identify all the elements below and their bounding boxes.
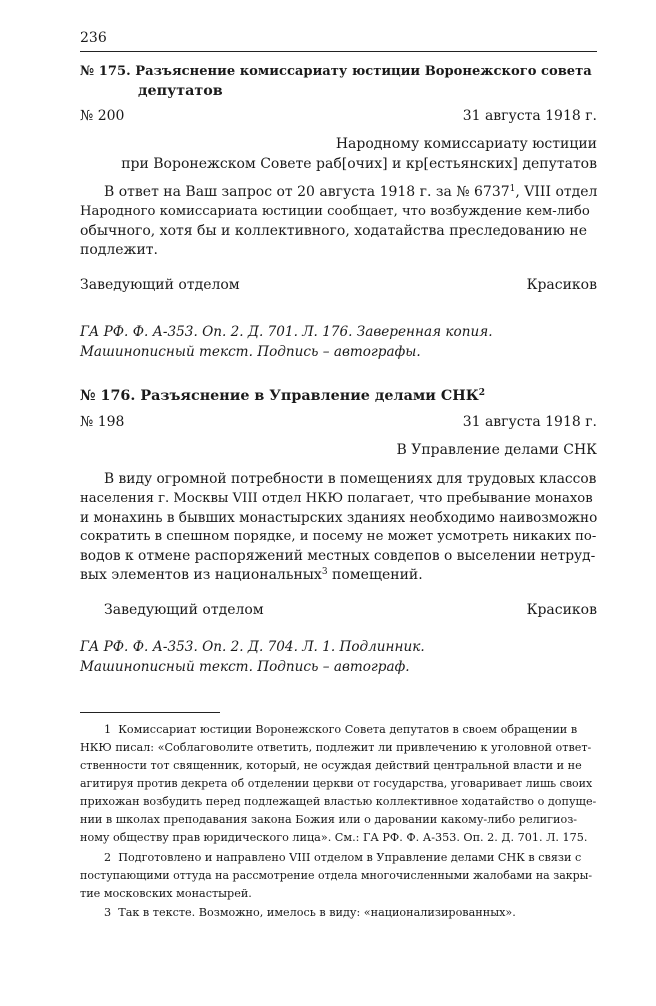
doc175-number: № 200	[80, 108, 125, 124]
doc176-title: № 176. Разъяснение в Управление делами СНК$^2$	[80, 388, 486, 404]
doc175-source-line2: Машинописный текст. Подпись – автографы.	[80, 344, 421, 360]
doc176-body-line2: населения г. Москвы VIII отдел НКЮ полагает, что пребывание монахов	[80, 491, 593, 506]
doc175-title-line1: № 175. Разъяснение комиссариату юстиции Воронежского совета	[80, 64, 592, 79]
footnote-1-line4: агитируя против декрета об отделении церкви от государства, уговаривает лишь своих	[80, 777, 593, 790]
footnote-1-line5: прихожан возбудить перед подлежащей властью коллективное ходатайство о допуще-	[80, 795, 597, 808]
doc176-body-line3: и монахинь в бывших монастырских зданиях необходимо наивозможно	[80, 510, 598, 526]
footnote-ref-1: 1	[509, 184, 516, 194]
footnote-rule	[80, 712, 220, 713]
footnote-2-mark: 2	[104, 851, 112, 864]
doc175-title-line2: депутатов	[138, 83, 223, 99]
page-number: 236	[80, 30, 107, 46]
footnote-3-mark: 3	[104, 906, 112, 919]
doc176-source-line2: Машинописный текст. Подпись – автограф.	[80, 659, 410, 675]
doc175-addressee-line1: Народному комиссариату юстиции	[335, 136, 597, 152]
doc176-body-line6: вых элементов из национальных$^3$ помещений.	[80, 567, 423, 583]
doc175-body-line4: подлежит.	[80, 242, 158, 258]
footnote-1-line3: ственности тот священник, который, не осуждая действий центральной власти и не	[80, 759, 582, 772]
doc176-addressee: В Управление делами СНК	[396, 442, 597, 458]
doc175-source-line1: ГА РФ. Ф. А-353. Оп. 2. Д. 701. Л. 176. Заверенная копия.	[80, 324, 493, 340]
doc175-body-line3: обычного, хотя бы и коллективного, ходатайства преследованию не	[80, 223, 587, 239]
doc176-source-line1: ГА РФ. Ф. А-353. Оп. 2. Д. 704. Л. 1. Подлинник.	[80, 639, 425, 655]
doc175-body-line2: Народного комиссариата юстиции сообщает, что возбуждение кем-либо	[80, 204, 590, 219]
doc175-signature-name: Красиков	[526, 277, 597, 293]
footnote-3-line1: 3 Так в тексте. Возможно, имелось в виду: «национализированных».	[104, 906, 516, 919]
doc176-signature-role: Заведующий отделом	[104, 602, 264, 618]
footnote-ref-2: 2	[478, 388, 486, 398]
doc175-body-line1: В ответ на Ваш запрос от 20 августа 1918 г. за № 6737$^1$, VIII отдел	[104, 184, 598, 200]
footnote-2-line3: тие московских монастырей.	[80, 887, 252, 900]
footnote-1-line2: НКЮ писал: «Соблаговолите ответить, подлежит ли привлечению к уголовной ответ-	[80, 741, 592, 754]
footnote-1-line6: нии в школах преподавания закона Божия или о даровании какому-либо религиоз-	[80, 813, 578, 826]
header-rule	[80, 51, 597, 52]
footnote-2-line1: 2 Подготовлено и направлено VIII отделом в Управление делами СНК в связи с	[104, 851, 582, 864]
doc176-date: 31 августа 1918 г.	[462, 414, 597, 430]
doc175-date: 31 августа 1918 г.	[462, 108, 597, 124]
doc175-addressee-line2: при Воронежском Совете раб[очих] и кр[естьянских] депутатов	[121, 156, 597, 172]
footnote-1-line1: 1 Комиссариат юстиции Воронежского Совета депутатов в своем обращении в	[104, 723, 578, 736]
footnote-ref-3: 3	[321, 567, 328, 577]
doc176-body-line4: сократить в спешном порядке, и посему не может усмотреть никаких по-	[80, 529, 597, 544]
doc176-body-line5: водов к отмене распоряжений местных совдепов о выселении нетруд-	[80, 548, 596, 564]
doc176-body-line1: В виду огромной потребности в помещениях для трудовых классов	[104, 471, 597, 487]
footnote-1-mark: 1	[104, 723, 112, 736]
doc176-number: № 198	[80, 414, 125, 430]
doc175-signature-role: Заведующий отделом	[80, 277, 240, 293]
footnote-2-line2: поступающими оттуда на рассмотрение отдела многочисленными жалобами на закры-	[80, 869, 593, 882]
doc176-signature-name: Красиков	[526, 602, 597, 618]
footnote-1-line7: ному обществу прав юридического лица». См.: ГА РФ. Ф. А-353. Оп. 2. Д. 701. Л. 175.	[80, 831, 588, 844]
